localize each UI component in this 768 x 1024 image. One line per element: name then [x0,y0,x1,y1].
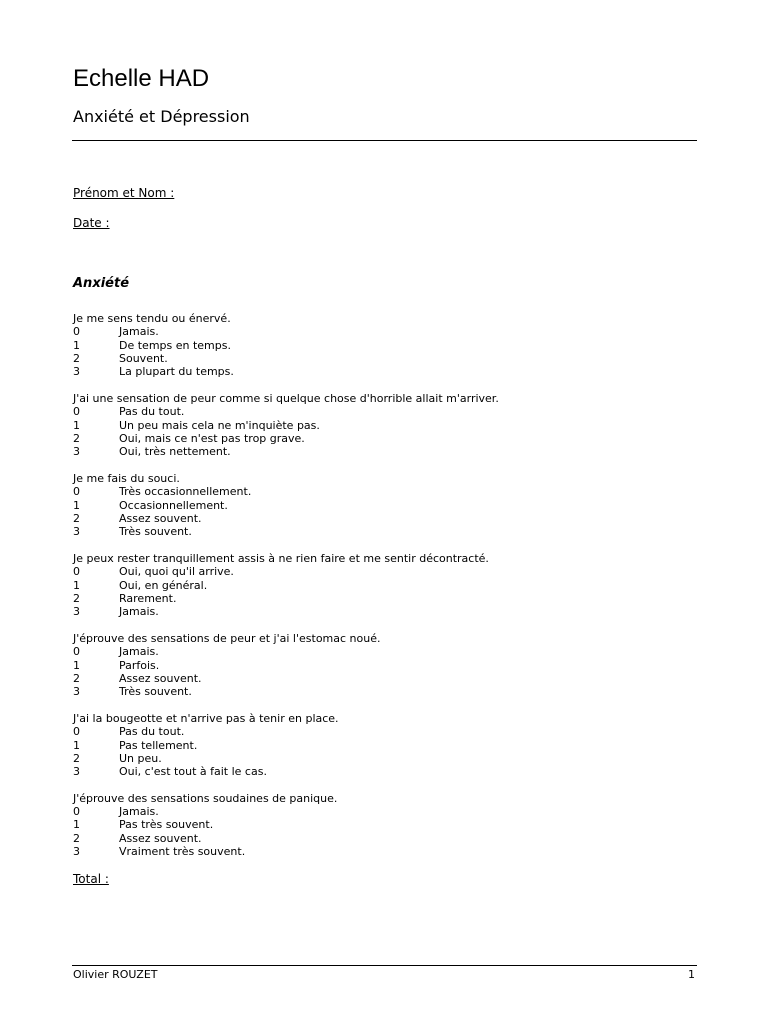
answer-option [73,365,693,378]
option-score: 1 [73,658,80,672]
footer-divider [72,965,697,966]
question-block [73,472,693,539]
option-score: 2 [73,511,80,525]
answer-option [73,579,693,592]
header-divider [72,140,697,141]
option-score: 2 [73,671,80,685]
answer-option [73,725,693,738]
question-text: Je me fais du souci. [73,471,180,485]
option-score: 3 [73,445,80,459]
option-label: Pas du tout. [119,725,185,739]
section-title-anxiete: Anxiété [73,276,130,291]
answer-option [73,592,693,605]
option-score: 1 [73,498,80,512]
option-label: Pas très souvent. [119,818,214,832]
option-label: Oui, très nettement. [119,445,231,459]
option-label: De temps en temps. [119,338,231,352]
answer-option [73,339,693,352]
option-label: Jamais. [119,645,159,659]
option-score: 0 [73,325,80,339]
option-label: Pas tellement. [119,738,198,752]
question-text: J'éprouve des sensations de peur et j'ai l'estomac noué. [73,631,381,645]
option-label: La plupart du temps. [119,365,234,379]
answer-option [73,525,693,538]
option-score: 2 [73,591,80,605]
option-label: Jamais. [119,325,159,339]
answer-option [73,818,693,831]
option-score: 3 [73,605,80,619]
option-score: 1 [73,818,80,832]
answer-option [73,845,693,858]
option-label: Oui, quoi qu'il arrive. [119,565,234,579]
question-block [73,632,693,699]
option-score: 3 [73,685,80,699]
question-text: Je me sens tendu ou énervé. [73,312,231,325]
answer-option [73,405,693,418]
question-text: Je peux rester tranquillement assis à ne rien faire et me sentir décontracté. [73,551,489,565]
answer-option [73,805,693,818]
option-score: 2 [73,751,80,765]
option-score: 0 [73,805,80,819]
total-label: Total : [73,872,109,886]
answer-option [73,565,693,578]
option-label: Vraiment très souvent. [119,845,246,859]
answer-option [73,739,693,752]
answer-option [73,672,693,685]
answer-option [73,512,693,525]
question-text: J'ai une sensation de peur comme si quelque chose d'horrible allait m'arriver. [73,391,499,405]
page-number: 1 [688,968,695,981]
option-score: 0 [73,485,80,499]
option-label: Occasionnellement. [119,498,228,512]
option-label: Assez souvent. [119,831,202,845]
answer-option [73,645,693,658]
option-score: 0 [73,405,80,419]
option-score: 1 [73,578,80,592]
option-score: 0 [73,725,80,739]
answer-option [73,419,693,432]
option-score: 1 [73,338,80,352]
question-text: J'éprouve des sensations soudaines de panique. [73,791,338,805]
answer-option [73,605,693,618]
answer-option [73,832,693,845]
answer-option [73,685,693,698]
option-label: Rarement. [119,591,177,605]
answer-option [73,325,693,338]
question-list [73,312,693,872]
option-label: Souvent. [119,351,168,365]
option-label: Très souvent. [119,525,192,539]
option-label: Jamais. [119,805,159,819]
option-score: 3 [73,845,80,859]
option-label: Assez souvent. [119,511,202,525]
question-block [73,792,693,859]
question-block [73,392,693,459]
question-text: J'ai la bougeotte et n'arrive pas à tenir en place. [73,711,339,725]
question-block [73,712,693,779]
option-score: 1 [73,418,80,432]
option-label: Oui, en général. [119,578,208,592]
question-block [73,312,693,379]
option-label: Un peu. [119,751,162,765]
footer-author: Olivier ROUZET [73,968,158,981]
option-label: Parfois. [119,658,160,672]
option-score: 3 [73,365,80,379]
option-label: Assez souvent. [119,671,202,685]
option-label: Très souvent. [119,685,192,699]
option-label: Jamais. [119,605,159,619]
option-label: Très occasionnellement. [119,485,252,499]
date-field-label: Date : [73,216,110,230]
option-score: 3 [73,765,80,779]
option-label: Un peu mais cela ne m'inquiète pas. [119,418,320,432]
option-score: 1 [73,738,80,752]
option-score: 3 [73,525,80,539]
document-subtitle: Anxiété et Dépression [73,107,250,126]
document-title: Echelle HAD [73,65,210,92]
answer-option [73,765,693,778]
answer-option [73,432,693,445]
question-block [73,552,693,619]
option-label: Pas du tout. [119,405,185,419]
answer-option [73,352,693,365]
option-score: 2 [73,431,80,445]
option-label: Oui, c'est tout à fait le cas. [119,765,267,779]
name-field-label: Prénom et Nom : [73,186,175,200]
option-score: 0 [73,565,80,579]
option-score: 2 [73,831,80,845]
answer-option [73,659,693,672]
answer-option [73,485,693,498]
option-score: 0 [73,645,80,659]
option-label: Oui, mais ce n'est pas trop grave. [119,431,305,445]
answer-option [73,752,693,765]
answer-option [73,445,693,458]
answer-option [73,499,693,512]
option-score: 2 [73,351,80,365]
